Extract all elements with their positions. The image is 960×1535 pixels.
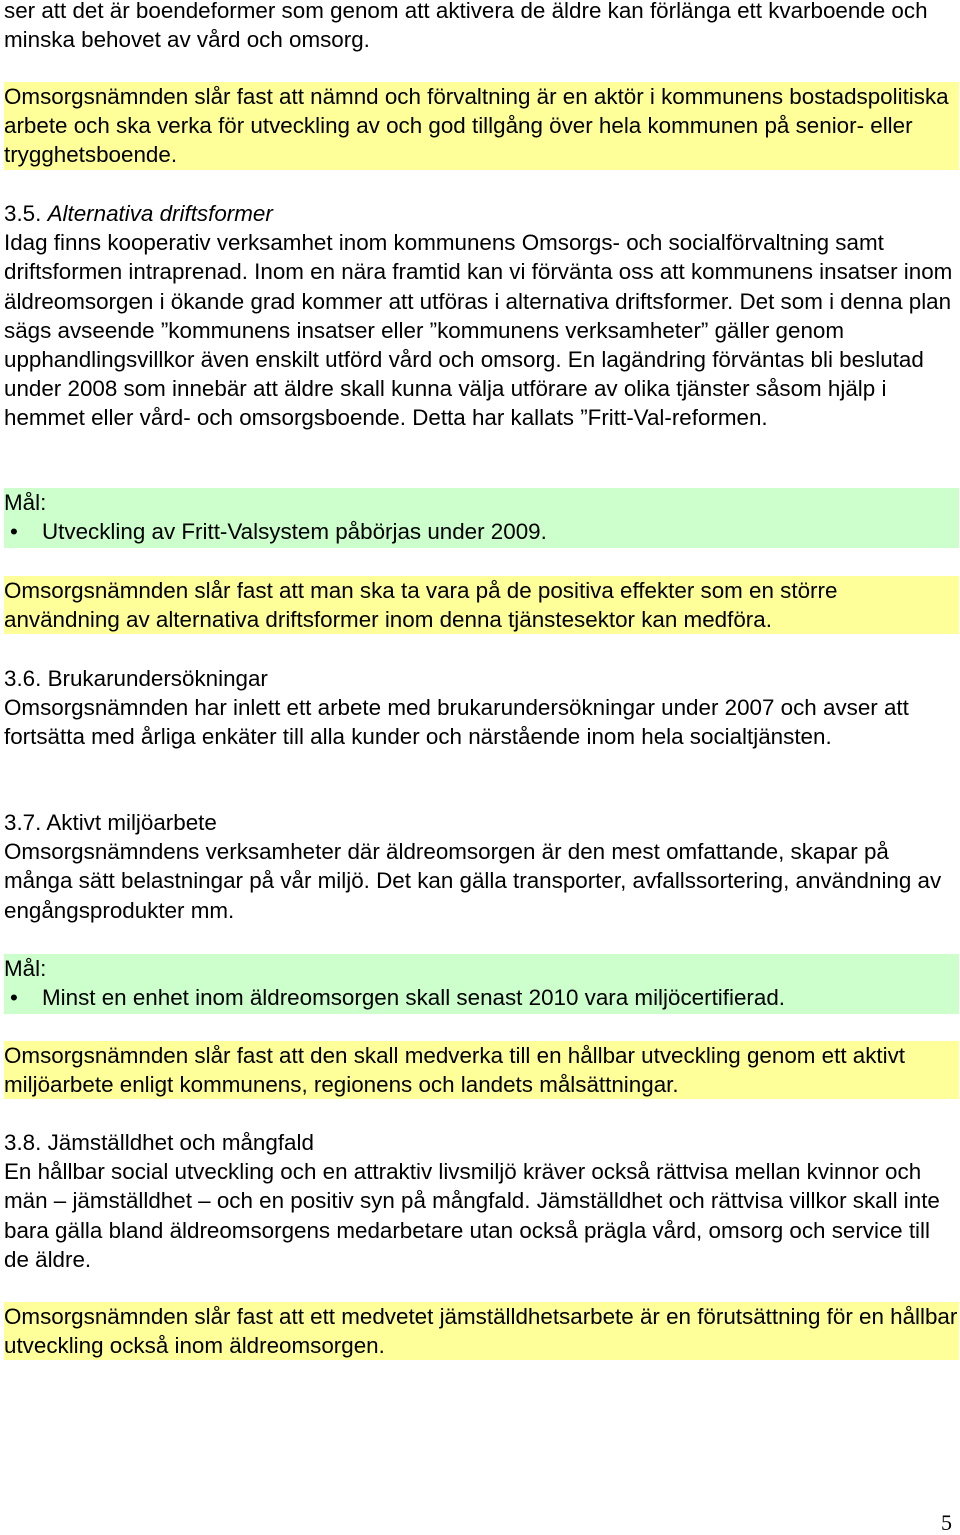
goal-box-3-5 [4, 488, 959, 548]
section-3-5-body: Idag finns kooperativ verksamhet inom kommunens Omsorgs- och socialförvaltning samt driftsformen intraprenad. Inom en nära framtid kan vi förvänta oss att kommunens insatser inom äldreomsorgen i ökande grad kommer att utföras i alternativa driftsformer. Det som i denna plan sägs avseende ”kommunens insatser eller ”kommunens verksamheter” gäller genom upphandlingsvillkor även enskilt utförd vård och omsorg. En lagändring förväntas bli beslutad under 2008 som innebär att äldre skall kunna välja utförare av olika tjänster såsom hjälp i hemmet eller vård- och omsorgsboende. Detta har kallats ”Fritt-Val-reformen. [4, 230, 953, 431]
bullet-icon: • [10, 519, 18, 545]
bullet-icon: • [10, 985, 18, 1011]
section-3-8-heading [4, 1128, 959, 1157]
section-3-7-heading [4, 808, 959, 837]
goal-label: Mål: [4, 490, 47, 515]
goal-text: Minst en enhet inom äldreomsorgen skall senast 2010 vara miljöcertifierad. [42, 985, 785, 1011]
goal-text: Utveckling av Fritt-Valsystem påbörjas under 2009. [42, 519, 547, 545]
section-number: 3.8. [4, 1130, 42, 1155]
section-3-7 [4, 808, 959, 925]
page-number: 5 [941, 1510, 952, 1535]
section-3-5 [4, 199, 959, 433]
section-title: Alternativa driftsformer [47, 201, 273, 226]
section-3-5-heading [4, 199, 959, 228]
goal-list-item [4, 517, 959, 546]
section-title: Jämställdhet och mångfald [47, 1130, 314, 1155]
section-3-8-body: En hållbar social utveckling och en attraktiv livsmiljö kräver också rättvisa mellan kvinnor och män – jämställdhet – och en positiv syn på mångfald. Jämställdhet och rättvisa villkor skall inte bara gälla bland äldreomsorgens medarbetare utan också prägla vård, omsorg och service till de äldre. [4, 1159, 940, 1272]
section-title: Aktivt miljöarbete [46, 810, 217, 835]
decision-3-7: Omsorgsnämnden slår fast att den skall medverka till en hållbar utveckling genom ett aktivt miljöarbete enligt kommunens, regionens och landets målsättningar. [4, 1041, 959, 1099]
section-number: 3.6. [4, 666, 42, 691]
goal-list-item [4, 983, 959, 1012]
decision-3-8: Omsorgsnämnden slår fast att ett medvetet jämställdhetsarbete är en förutsättning för en hållbar utveckling också inom äldreomsorgen. [4, 1302, 959, 1360]
section-3-8 [4, 1128, 959, 1274]
intro-paragraph: ser att det är boendeformer som genom att aktivera de äldre kan förlänga ett kvarboende och minska behovet av vård och omsorg. [4, 0, 928, 53]
decision-housing: Omsorgsnämnden slår fast att nämnd och förvaltning är en aktör i kommunens bostadspolitiska arbete och ska verka för utveckling av och god tillgång över hela kommunen på senior- eller trygghetsboende. [4, 82, 959, 170]
section-title: Brukarundersökningar [47, 666, 268, 691]
goal-label: Mål: [4, 956, 47, 981]
section-3-6-heading [4, 664, 959, 693]
section-number: 3.5. [4, 201, 42, 226]
section-3-6 [4, 664, 959, 752]
section-3-6-body: Omsorgsnämnden har inlett ett arbete med brukarundersökningar under 2007 och avser att fortsätta med årliga enkäter till alla kunder och närstående inom hela socialtjänsten. [4, 695, 909, 750]
section-number: 3.7. [4, 810, 42, 835]
decision-3-5: Omsorgsnämnden slår fast att man ska ta vara på de positiva effekter som en större användning av alternativa driftsformer inom denna tjänstesektor kan medföra. [4, 576, 959, 634]
goal-box-3-7 [4, 954, 959, 1014]
section-3-7-body: Omsorgsnämndens verksamheter där äldreomsorgen är den mest omfattande, skapar på många sätt belastningar på vår miljö. Det kan gälla transporter, avfallssortering, användning av engångsprodukter mm. [4, 839, 942, 923]
